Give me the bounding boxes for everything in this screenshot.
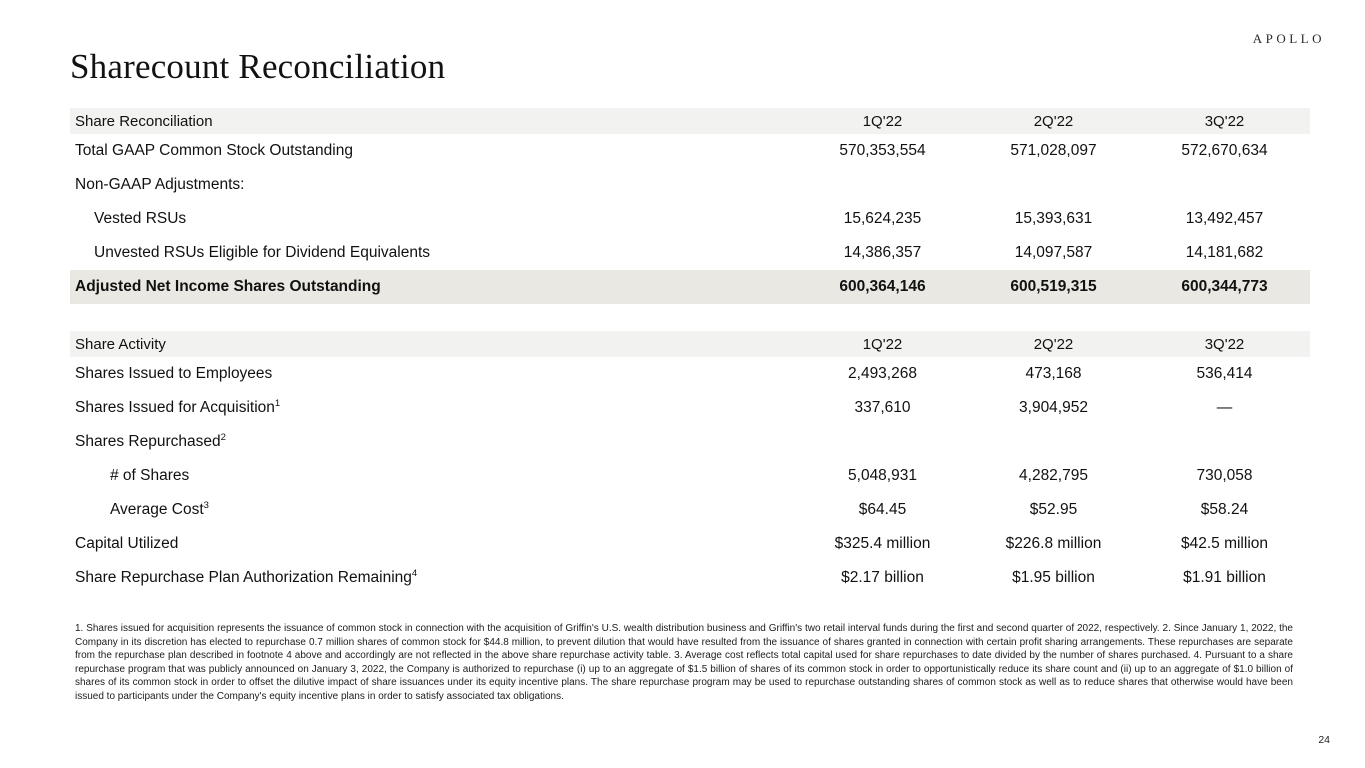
cell-value: $42.5 million <box>1180 535 1269 552</box>
cell-value: 600,519,315 <box>1010 278 1097 295</box>
share-activity-table <box>70 331 1310 595</box>
row-label: Unvested RSUs Eligible for Dividend Equivalents <box>94 244 430 261</box>
column-header: 3Q'22 <box>1204 112 1245 130</box>
column-header: 1Q'22 <box>862 112 903 130</box>
row-label: Capital Utilized <box>75 535 179 552</box>
row-label: Non-GAAP Adjustments: <box>75 176 245 193</box>
cell-value: 5,048,931 <box>848 467 917 484</box>
table-header-row <box>70 331 1310 357</box>
column-header: 2Q'22 <box>1033 112 1074 130</box>
cell-value: 730,058 <box>1196 467 1253 484</box>
footnotes-text: 1. Shares issued for acquisition represents the issuance of common stock in connection with the acquisition of Griffin's U.S. wealth distribution business and Griffin's two retail interval funds during the first and second quarter of 2022, respectively. 2. Since January 1, 2022, the Company in its discretion has elected to repurchase 0.7 million shares of common stock for $44.8 million, to prevent dilution that would have resulted from the issuance of shares granted in connection with certain profit sharing arrangements. These repurchases are separate from the repurchase plan described in footnote 4 above and accordingly are not reflected in the above share repurchase activity table. 3. Average cost reflects total capital used for share repurchases to date divided by the number of shares purchased. 4. Pursuant to a share repurchase program that was publicly announced on January 3, 2022, the Company is authorized to repurchase (i) up to an aggregate of $1.5 billion of shares of its common stock in order to opportunistically reduce its share count and (ii) up to an aggregate of $1.0 billion of shares of its common stock in order to offset the dilutive impact of share issuances under its equity incentive plans. The share repurchase program may be used to repurchase outstanding shares of common stock as well as to reduce shares that otherwise would have been issued to participants under the Company's equity incentive plans in order to satisfy associated tax obligations. <box>75 623 1293 702</box>
cell-value: $1.91 billion <box>1183 569 1266 586</box>
table-row <box>70 236 1310 270</box>
cell-value: $325.4 million <box>834 535 931 552</box>
cell-value: 4,282,795 <box>1019 467 1088 484</box>
table-row <box>70 561 1310 595</box>
cell-value: 14,097,587 <box>1014 244 1093 261</box>
footnote-ref: 3 <box>203 500 209 511</box>
page-title: Sharecount Reconciliation <box>70 47 446 86</box>
table-row <box>70 459 1310 493</box>
cell-value: 3,904,952 <box>1019 399 1088 416</box>
row-label: Vested RSUs <box>94 210 187 227</box>
table-row <box>70 527 1310 561</box>
column-header: 3Q'22 <box>1204 335 1245 353</box>
page-number: 24 <box>1318 734 1330 746</box>
cell-value: 572,670,634 <box>1181 142 1268 159</box>
cell-value: 337,610 <box>854 399 911 416</box>
cell-value: $64.45 <box>858 501 907 518</box>
cell-value: 600,344,773 <box>1181 278 1268 295</box>
cell-value: 14,386,357 <box>843 244 922 261</box>
cell-value: 600,364,146 <box>839 278 926 295</box>
row-label: Shares Issued to Employees <box>75 365 273 382</box>
cell-value: 13,492,457 <box>1185 210 1264 227</box>
table-row <box>70 168 1310 202</box>
cell-value: $58.24 <box>1200 501 1249 518</box>
cell-value: 570,353,554 <box>839 142 926 159</box>
row-label: Total GAAP Common Stock Outstanding <box>75 142 353 159</box>
cell-value: — <box>1216 399 1233 416</box>
cell-value: 15,393,631 <box>1014 210 1093 227</box>
cell-value: 536,414 <box>1196 365 1253 382</box>
table-row <box>70 134 1310 168</box>
cell-value: $52.95 <box>1029 501 1078 518</box>
table-row <box>70 357 1310 391</box>
table-row <box>70 270 1310 304</box>
cell-value: $226.8 million <box>1005 535 1102 552</box>
column-header: 1Q'22 <box>862 335 903 353</box>
cell-value: 571,028,097 <box>1010 142 1097 159</box>
table-row <box>70 391 1310 425</box>
column-header: 2Q'22 <box>1033 335 1074 353</box>
footnote-ref: 2 <box>220 432 226 443</box>
row-label: Share Repurchase Plan Authorization Remaining$^4$ <box>75 568 418 586</box>
table-row <box>70 425 1310 459</box>
table-header-row <box>70 108 1310 134</box>
row-label: Adjusted Net Income Shares Outstanding <box>75 278 381 295</box>
table-row <box>70 493 1310 527</box>
table-section-title: Share Reconciliation <box>75 112 213 130</box>
footnote-ref: 4 <box>411 568 418 579</box>
cell-value: $1.95 billion <box>1012 569 1095 586</box>
row-label: Shares Repurchased$^2$ <box>75 432 226 450</box>
table-row <box>70 202 1310 236</box>
cell-value: 473,168 <box>1025 365 1082 382</box>
footnote-ref: 1 <box>274 398 281 409</box>
cell-value: 15,624,235 <box>843 210 922 227</box>
cell-value: 14,181,682 <box>1185 244 1264 261</box>
row-label: Shares Issued for Acquisition$^1$ <box>75 398 281 416</box>
cell-value: 2,493,268 <box>848 365 917 382</box>
table-section-title: Share Activity <box>75 335 166 353</box>
share-reconciliation-table <box>70 108 1310 304</box>
apollo-logo: APOLLO <box>1252 31 1325 46</box>
row-label: # of Shares <box>110 467 190 484</box>
row-label: Average Cost$^3$ <box>110 500 209 518</box>
cell-value: $2.17 billion <box>841 569 924 586</box>
